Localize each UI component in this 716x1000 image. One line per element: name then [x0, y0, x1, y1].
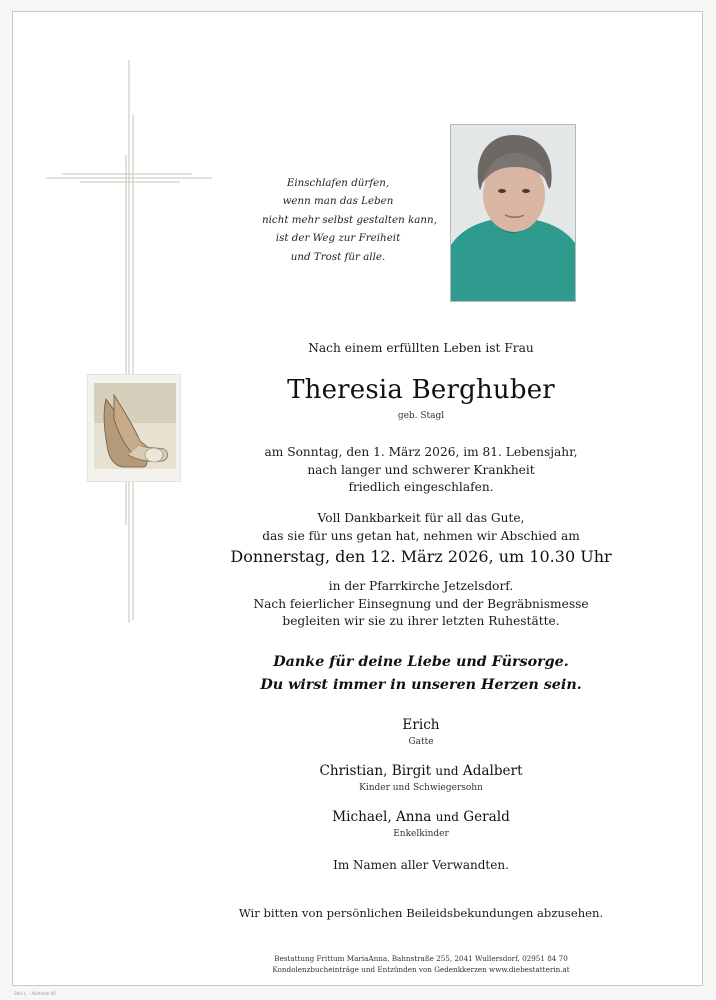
- footer-line: Bestattung Frittum MariaAnna, Bahnstraße 255, 2041 Wullersdorf, 02951 84 70: [274, 954, 568, 963]
- thanks-line: Voll Dankbarkeit für all das Gute,: [317, 511, 525, 525]
- mourner-role: Kinder und Schwiegersohn: [359, 783, 483, 793]
- death-notice-line: am Sonntag, den 1. März 2026, im 81. Lebensjahr,: [264, 445, 578, 459]
- church-line: in der Pfarrkirche Jetzelsdorf.: [328, 579, 514, 593]
- corner-code: Stilo L. - Abstimm 40: [14, 991, 56, 996]
- quote-line: Du wirst immer in unseren Herzen sein.: [260, 677, 582, 693]
- maiden-name: geb. Stagl: [397, 411, 445, 421]
- thanks-line: das sie für uns getan hat, nehmen wir Abschied am: [262, 528, 580, 543]
- church-text: [210, 578, 632, 631]
- mourner-name: [210, 809, 632, 825]
- mourner-name-text: Erich: [402, 717, 440, 733]
- death-notice-line: nach langer und schwerer Krankheit: [307, 462, 535, 477]
- mourner-name: [210, 717, 632, 733]
- praying-hands-image: [87, 374, 181, 482]
- cross-icon: [40, 55, 220, 630]
- portrait-photo: [450, 124, 576, 302]
- mourner-conjunction: und: [435, 810, 459, 824]
- mourner-name-text: Michael, Anna: [332, 809, 432, 825]
- mourner-name-text: Adalbert: [462, 763, 523, 779]
- mourner-name-text: Gerald: [463, 809, 510, 825]
- thanks-text: [210, 510, 632, 545]
- poem-line: nicht mehr selbst gestalten kann,: [262, 213, 437, 226]
- poem-line: Einschlafen dürfen,: [286, 177, 390, 189]
- funeral-date: Donnerstag, den 12. März 2026, um 10.30 Uhr: [230, 547, 612, 566]
- portrait-icon: [451, 125, 575, 301]
- church-line: begleiten wir sie zu ihrer letzten Ruhestätte.: [282, 614, 560, 628]
- mourner-name: [210, 763, 632, 779]
- church-line: Nach feierlicher Einsegnung und der Begräbnismesse: [253, 596, 589, 611]
- footer-line: Kondolenzbucheinträge und Entzünden von Gedenkkerzen www.diebestatterin.at: [272, 965, 570, 975]
- death-notice: [210, 444, 632, 497]
- praying-hands-icon: [88, 375, 181, 482]
- quote-line: Danke für deine Liebe und Fürsorge.: [273, 654, 569, 670]
- intro-text: Nach einem erfüllten Leben ist Frau: [308, 341, 534, 355]
- mourner-role: Enkelkinder: [393, 829, 449, 839]
- mourner-name-text: Christian, Birgit: [319, 763, 432, 779]
- relatives-text: Im Namen aller Verwandten.: [333, 858, 509, 872]
- poem-line: und Trost für alle.: [290, 250, 386, 263]
- deceased-name: Theresia Berghuber: [287, 375, 555, 405]
- death-notice-line: friedlich eingeschlafen.: [348, 480, 494, 494]
- farewell-quote: [210, 651, 632, 697]
- poem: [262, 174, 437, 266]
- mourner-role: Gatte: [408, 737, 434, 747]
- poem-line: ist der Weg zur Freiheit: [275, 232, 401, 245]
- mourner-conjunction: und: [435, 764, 459, 778]
- poem-line: wenn man das Leben: [282, 195, 394, 208]
- condolence-note: Wir bitten von persönlichen Beileidsbekundungen abzusehen.: [238, 906, 604, 920]
- funeral-home-footer: [210, 953, 632, 976]
